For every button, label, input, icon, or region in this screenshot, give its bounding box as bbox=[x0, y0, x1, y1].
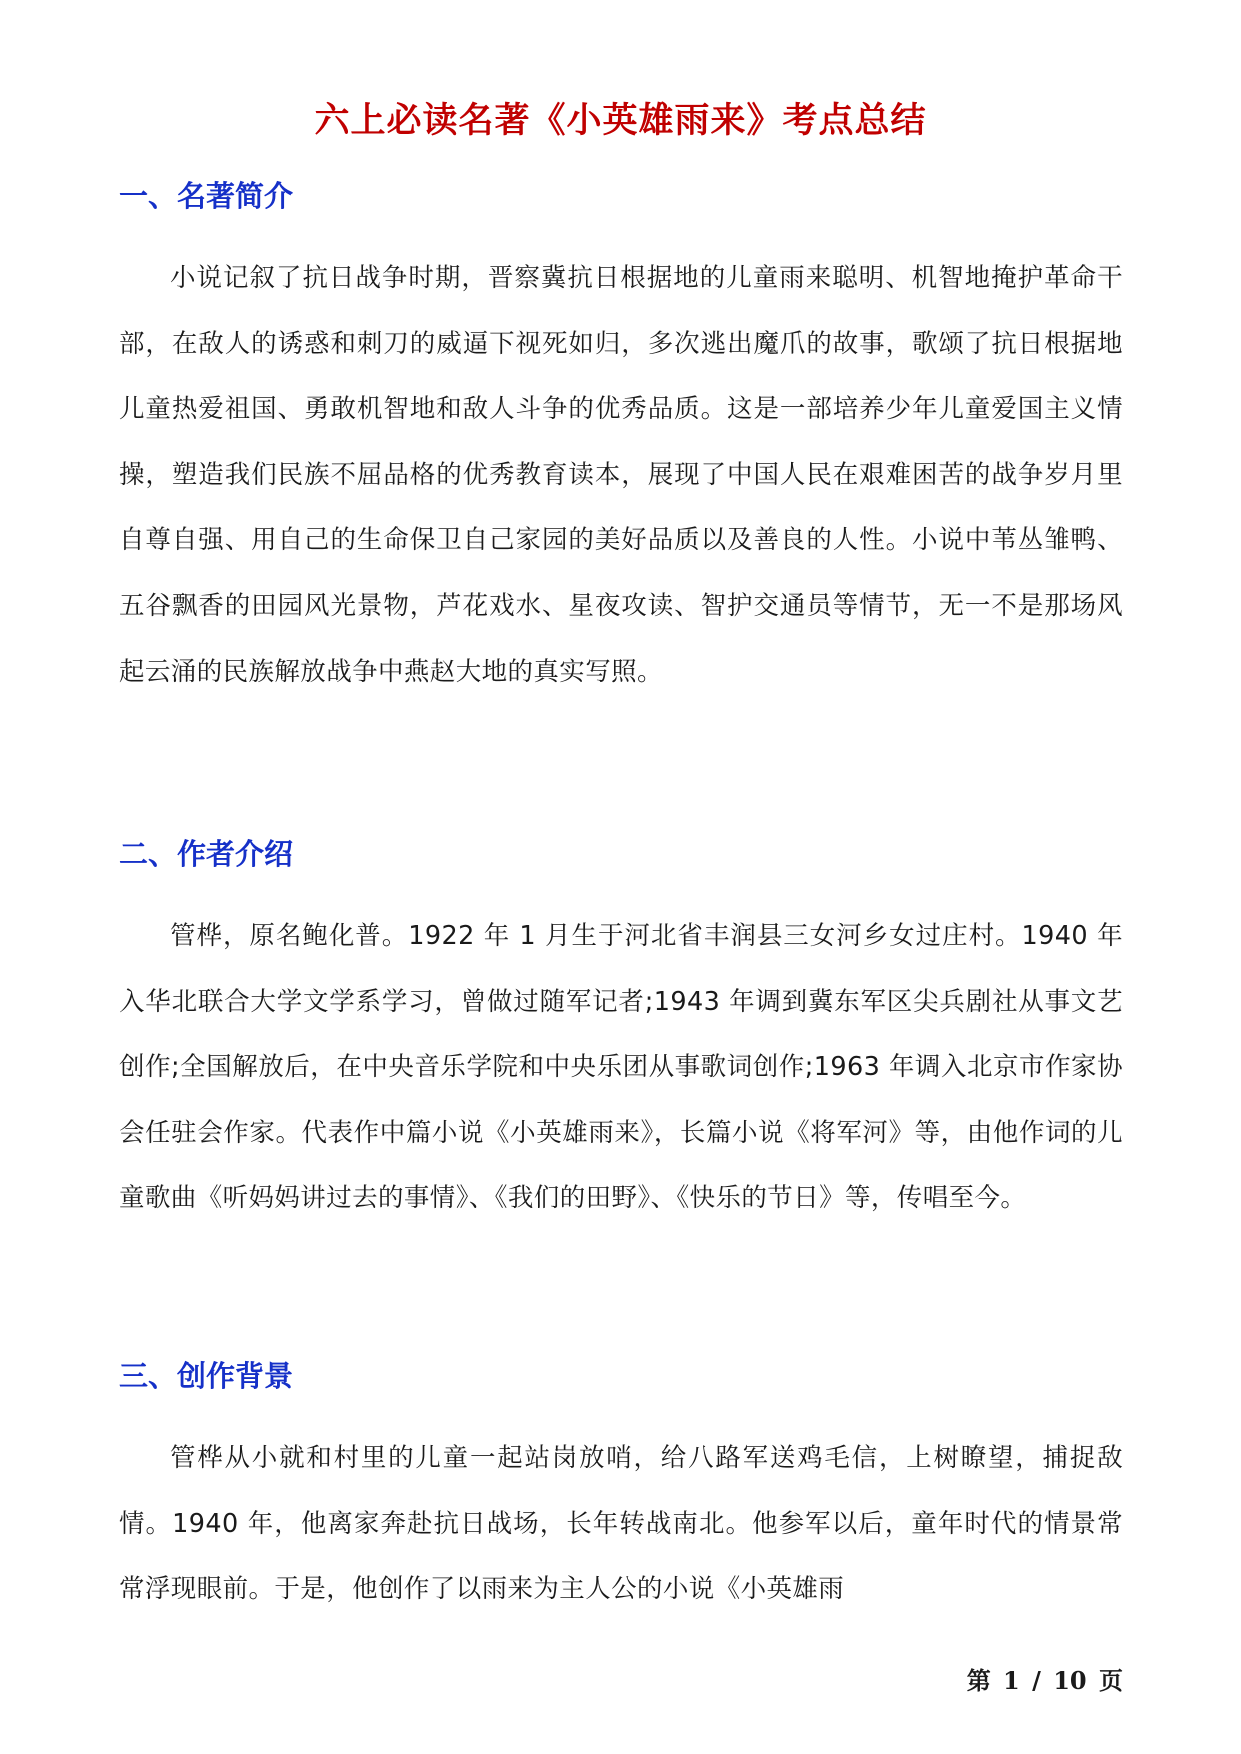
section-heading-intro: 一、名著简介 bbox=[119, 179, 294, 213]
section-paragraph-intro: 小说记叙了抗日战争时期，晋察冀抗日根据地的儿童雨来聪明、机智地掩护革命干部，在敌人的诱惑和刺刀的威逼下视死如归，多次逃出魔爪的故事，歌颂了抗日根据地儿童热爱祖国、勇敢机智地和敌人斗争的优秀品质。这是一部培养少年儿童爱国主义情操，塑造我们民族不屈品格的优秀教育读本，展现了中国人民在艰难困苦的战争岁月里自尊自强、用自己的生命保卫自己家园的美好品质以及善良的人性。小说中苇丛雏鸭、五谷飘香的田园风光景物，芦花戏水、星夜攻读、智护交通员等情节，无一不是那场风起云涌的民族解放战争中燕赵大地的真实写照。 bbox=[119, 263, 1123, 687]
section-paragraph-author: 管桦，原名鲍化普。1922 年 1 月生于河北省丰润县三女河乡女过庄村。1940 年入华北联合大学文学系学习，曾做过随军记者;1943 年调到冀东军区尖兵剧社从事文艺创作;全国解放后，在中央音乐学院和中央乐团从事歌词创作;1963 年调入北京市作家协会任驻会作家。代表作中篇小说《小英雄雨来》，长篇小说《将军河》等，由他作词的儿童歌曲《听妈妈讲过去的事情》、《我们的田野》、《快乐的节日》等，传唱至今。 bbox=[119, 921, 1123, 1214]
section-paragraph-background: 管桦从小就和村里的儿童一起站岗放哨，给八路军送鸡毛信，上树瞭望，捕捉敌情。1940 年，他离家奔赴抗日战场，长年转战南北。他参军以后，童年时代的情景常常浮现眼前。于是，他创作了以雨来为主人公的小说《小英雄雨 bbox=[119, 1443, 1123, 1605]
page-number: 第 1 / 10 页 bbox=[966, 1666, 1123, 1695]
document-title: 六上必读名著《小英雄雨来》考点总结 bbox=[314, 101, 927, 141]
section-heading-author: 二、作者介绍 bbox=[119, 837, 294, 871]
section-heading-background: 三、创作背景 bbox=[119, 1359, 294, 1393]
